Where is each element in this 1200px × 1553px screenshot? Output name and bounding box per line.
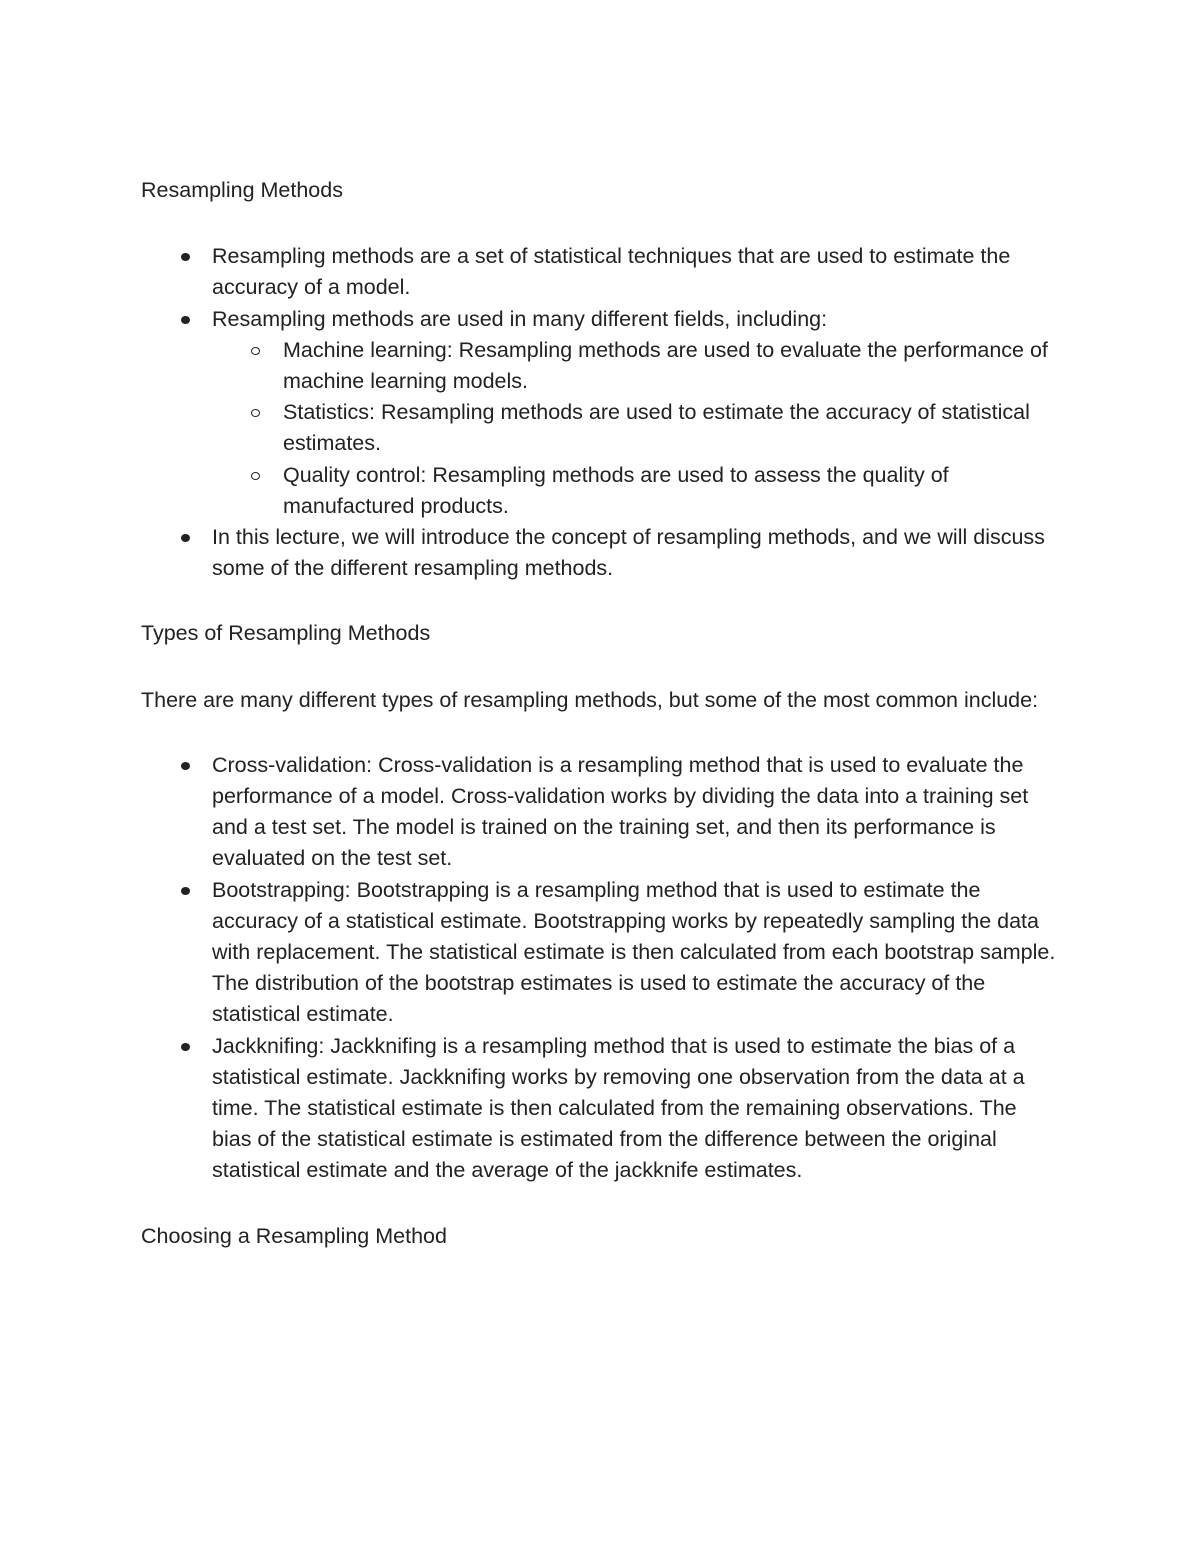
heading-resampling-methods: Resampling Methods bbox=[141, 178, 343, 202]
bullet-list-intro bbox=[141, 241, 1061, 584]
bullet-dot-icon bbox=[181, 762, 190, 770]
bullet-dot-icon bbox=[181, 1043, 190, 1051]
sub-list-item-text: Machine learning: Resampling methods are used to evaluate the performance of machine learning models. bbox=[283, 337, 1048, 394]
types-intro-paragraph: There are many different types of resampling methods, but some of the most common include: bbox=[141, 687, 1039, 712]
sub-list-item bbox=[212, 397, 1061, 459]
list-item-text: Resampling methods are a set of statistical techniques that are used to estimate the accuracy of a model. bbox=[212, 244, 1011, 300]
heading-choosing-a-resampling-method: Choosing a Resampling Method bbox=[141, 1223, 447, 1248]
bullet-list-types bbox=[141, 750, 1061, 1187]
sub-list-item-text: Statistics: Resampling methods are used to estimate the accuracy of statistical estimates. bbox=[283, 400, 1030, 456]
list-item-text: In this lecture, we will introduce the concept of resampling methods, and we will discuss some of the different resampling methods. bbox=[212, 525, 1045, 581]
spacer bbox=[141, 650, 1061, 685]
spacer bbox=[141, 716, 1061, 750]
list-item bbox=[141, 522, 1061, 584]
list-item bbox=[141, 750, 1061, 875]
list-item bbox=[141, 875, 1061, 1031]
list-item bbox=[141, 241, 1061, 303]
bullet-dot-icon bbox=[181, 316, 190, 324]
list-item-text: Cross-validation: Cross-validation is a resampling method that is used to evaluate the performance of a model. Cross-validation works by dividing the data into a training set and a test set. The model is trained on the training set, and then its performance is evaluated on the test set. bbox=[212, 752, 1029, 871]
bullet-dot-icon bbox=[181, 253, 190, 261]
list-item bbox=[141, 304, 1061, 522]
list-item-text: Resampling methods are used in many different fields, including: bbox=[212, 306, 828, 331]
bullet-circle-icon bbox=[251, 409, 260, 417]
sub-list-item-text: Quality control: Resampling methods are used to assess the quality of manufactured products. bbox=[283, 462, 949, 518]
bullet-dot-icon bbox=[181, 887, 190, 895]
sub-list-item bbox=[212, 335, 1061, 397]
list-item bbox=[141, 1031, 1061, 1187]
spacer bbox=[141, 584, 1061, 618]
list-item-text: Bootstrapping: Bootstrapping is a resampling method that is used to estimate the accuracy of a statistical estimate. Bootstrapping works by repeatedly sampling the data with replacement. The statistical estimate is then calculated from each bootstrap sample. The distribution of the bootstrap estimates is used to estimate the accuracy of the statistical estimate. bbox=[212, 877, 1056, 1027]
spacer bbox=[141, 1187, 1061, 1221]
bullet-dot-icon bbox=[181, 534, 190, 542]
bullet-circle-icon bbox=[251, 472, 260, 480]
heading-types-of-resampling-methods: Types of Resampling Methods bbox=[141, 621, 431, 646]
bullet-circle-icon bbox=[251, 347, 260, 355]
sub-bullet-list-fields bbox=[212, 335, 1061, 522]
spacer bbox=[141, 206, 1061, 241]
list-item-text: Jackknifing: Jackknifing is a resampling method that is used to estimate the bias of a statistical estimate. Jackknifing works by removing one observation from the data at a time. The statistical estimate is then calculated from the remaining observations. The bias of the statistical estimate is estimated from the difference between the original statistical estimate and the average of the jackknife estimates. bbox=[212, 1033, 1025, 1183]
document-page bbox=[141, 175, 1061, 1252]
sub-list-item bbox=[212, 460, 1061, 522]
